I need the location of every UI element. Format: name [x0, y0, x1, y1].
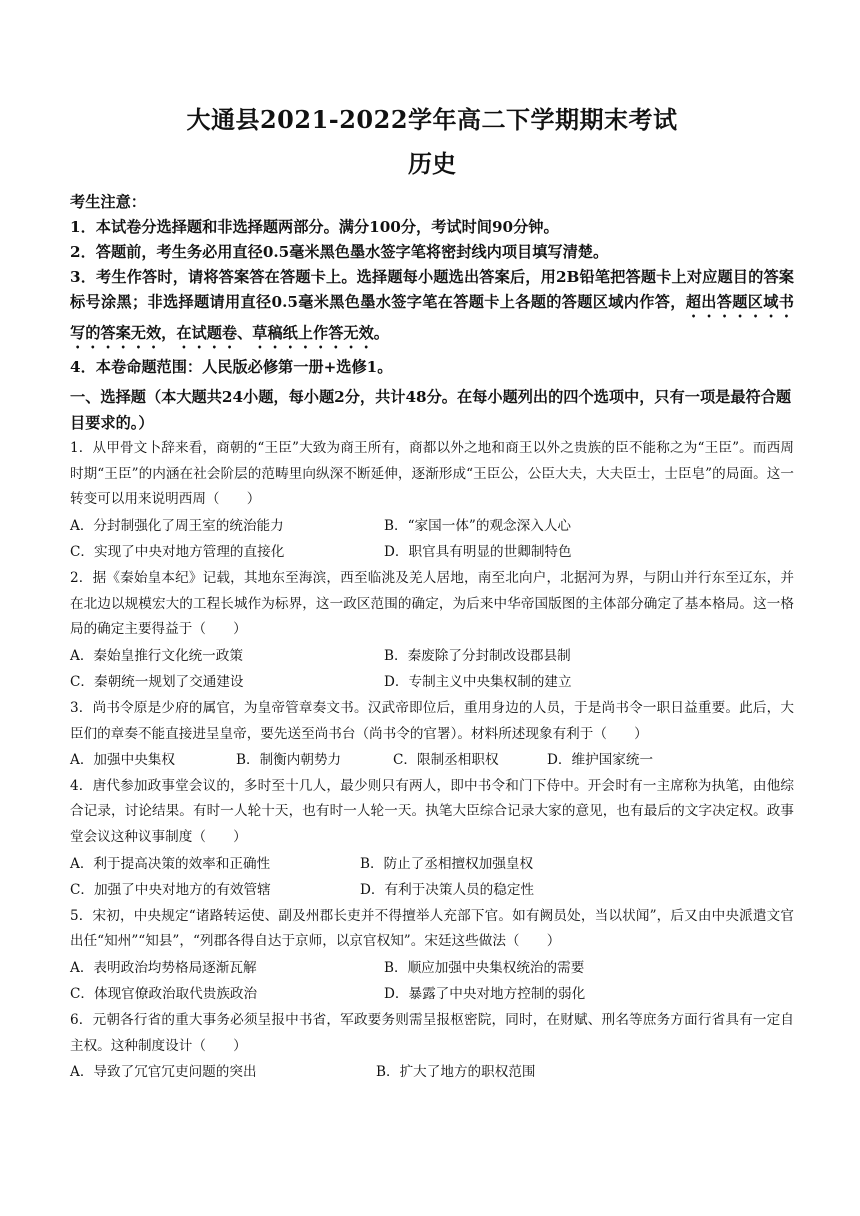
option-a: A．秦始皇推行文化统一政策 [70, 647, 243, 664]
notice-item-1: 1．本试卷分选择题和非选择题两部分。满分100分，考试时间90分钟。 [70, 218, 559, 236]
option-d: D．有利于决策人员的稳定性 [360, 882, 535, 899]
question-list [70, 436, 794, 1086]
question-stem: 5．宋初，中央规定“诸路转运使、副及州郡长吏并不得擅举人充部下官。如有阙员处，当以状闻”，后又由中央派遣文官出任“知州”“知县”，“列郡各得自达于京师，以京官权知”。宋廷这些做法（ ） [70, 907, 794, 950]
option-c: C．实现了中央对地方管理的直接化 [70, 544, 285, 561]
option-d: D．维护国家统一 [547, 752, 654, 769]
option-grid [70, 513, 794, 566]
option-a: A．利于提高决策的效率和正确性 [70, 855, 271, 872]
question-6 [70, 1008, 794, 1086]
question-stem: 2．据《秦始皇本纪》记载，其地东至海滨，西至临洮及羌人居地，南至北向户，北据河为界，与阴山并行东至辽东，并在北边以规模宏大的工程长城作为标界，这一政区范围的确定，为后来中华帝国版图的主体部分确定了基本格局。这一格局的确定主要得益于（ ） [70, 569, 794, 638]
option-grid [70, 955, 794, 1008]
option-d: D．专制主义中央集权制的建立 [384, 674, 572, 691]
option-b: B．扩大了地方的职权范围 [376, 1064, 536, 1081]
option-b: B．制衡内朝势力 [236, 752, 342, 769]
option-c: C．限制丞相职权 [393, 752, 499, 769]
notice-item-3-text: 3．考生作答时，请将答案答在答题卡上。选择题每小题选出答案后，用2B铅笔把答题卡上对应题目的答案标号涂黑；非选择题请用直径0.5毫米黑色墨水签字笔在答题卡上各题的答题区域内作答， [70, 268, 794, 311]
option-grid [70, 1059, 794, 1086]
section-heading: 一、选择题（本大题共24小题，每小题2分，共计48分。在每小题列出的四个选项中，只有一项是最符合题目要求的。） [70, 388, 792, 432]
notice-item-3-emphasis: 超出答题区域书写的答案无效，在试题卷、草稿纸上作答无效。 [70, 293, 794, 342]
exam-subject: 历史 [408, 149, 456, 178]
option-c: C．加强了中央对地方的有效管辖 [70, 882, 271, 899]
candidate-notice [70, 190, 794, 380]
option-d: D．暴露了中央对地方控制的弱化 [384, 986, 586, 1003]
option-a: A．分封制强化了周王室的统治能力 [70, 517, 284, 534]
option-grid [70, 747, 794, 774]
question-2 [70, 566, 794, 696]
option-b: B．顺应加强中央集权统治的需要 [384, 959, 585, 976]
option-c: C．体现官僚政治取代贵族政治 [70, 986, 258, 1003]
exam-title: 大通县2021-2022学年高二下学期期末考试 [186, 105, 678, 134]
option-b: B．秦废除了分封制改设郡县制 [384, 647, 571, 664]
option-grid [70, 643, 794, 696]
notice-item-4: 4．本卷命题范围：人民版必修第一册+选修1。 [70, 358, 393, 376]
notice-item-2: 2．答题前，考生务必用直径0.5毫米黑色墨水签字笔将密封线内项目填写清楚。 [70, 243, 609, 261]
question-4 [70, 774, 794, 904]
notice-heading: 考生注意： [70, 193, 146, 211]
question-stem: 1．从甲骨文卜辞来看，商朝的“王臣”大致为商王所有，商都以外之地和商王以外之贵族的臣不能称之为“王臣”。而西周时期“王臣”的内涵在社会阶层的范畴里向纵深不断延伸，逐渐形成“王臣公，公臣大夫，大夫臣士，士臣皂”的局面。这一转变可以用来说明西周（ ） [70, 440, 794, 508]
option-grid [70, 851, 794, 904]
option-a: A．加强中央集权 [70, 752, 175, 769]
question-1 [70, 436, 794, 566]
option-a: A．导致了冗官冗吏问题的突出 [70, 1064, 257, 1081]
question-stem: 3．尚书令原是少府的属官，为皇帝管章奏文书。汉武帝即位后，重用身边的人员，于是尚书令一职日益重要。此后，大臣们的章奏不能直接进呈皇帝，要先送至尚书台（尚书令的官署）。材料所述现象有利于（ ） [70, 699, 794, 742]
option-d: D．职官具有明显的世卿制特色 [384, 544, 572, 561]
question-3 [70, 696, 794, 774]
notice-item-3 [70, 265, 794, 352]
option-a: A．表明政治均势格局逐渐瓦解 [70, 959, 257, 976]
option-b: B．防止了丞相擅权加强皇权 [360, 855, 534, 872]
question-stem: 4．唐代参加政事堂会议的，多时至十几人，最少则只有两人，即中书令和门下侍中。开会时有一主席称为执笔，由他综合记录，讨论结果。有时一人轮十天，也有时一人轮一天。执笔大臣综合记录大家的意见，也有最后的文字决定权。政事堂会议这种议事制度（ ） [70, 777, 794, 845]
option-c: C．秦朝统一规划了交通建设 [70, 674, 244, 691]
question-5 [70, 904, 794, 1008]
question-stem: 6．元朝各行省的重大事务必须呈报中书省，军政要务则需呈报枢密院，同时，在财赋、刑名等庶务方面行省具有一定自主权。这种制度设计（ ） [70, 1012, 794, 1054]
option-b: B．“家国一体”的观念深入人心 [384, 517, 572, 534]
